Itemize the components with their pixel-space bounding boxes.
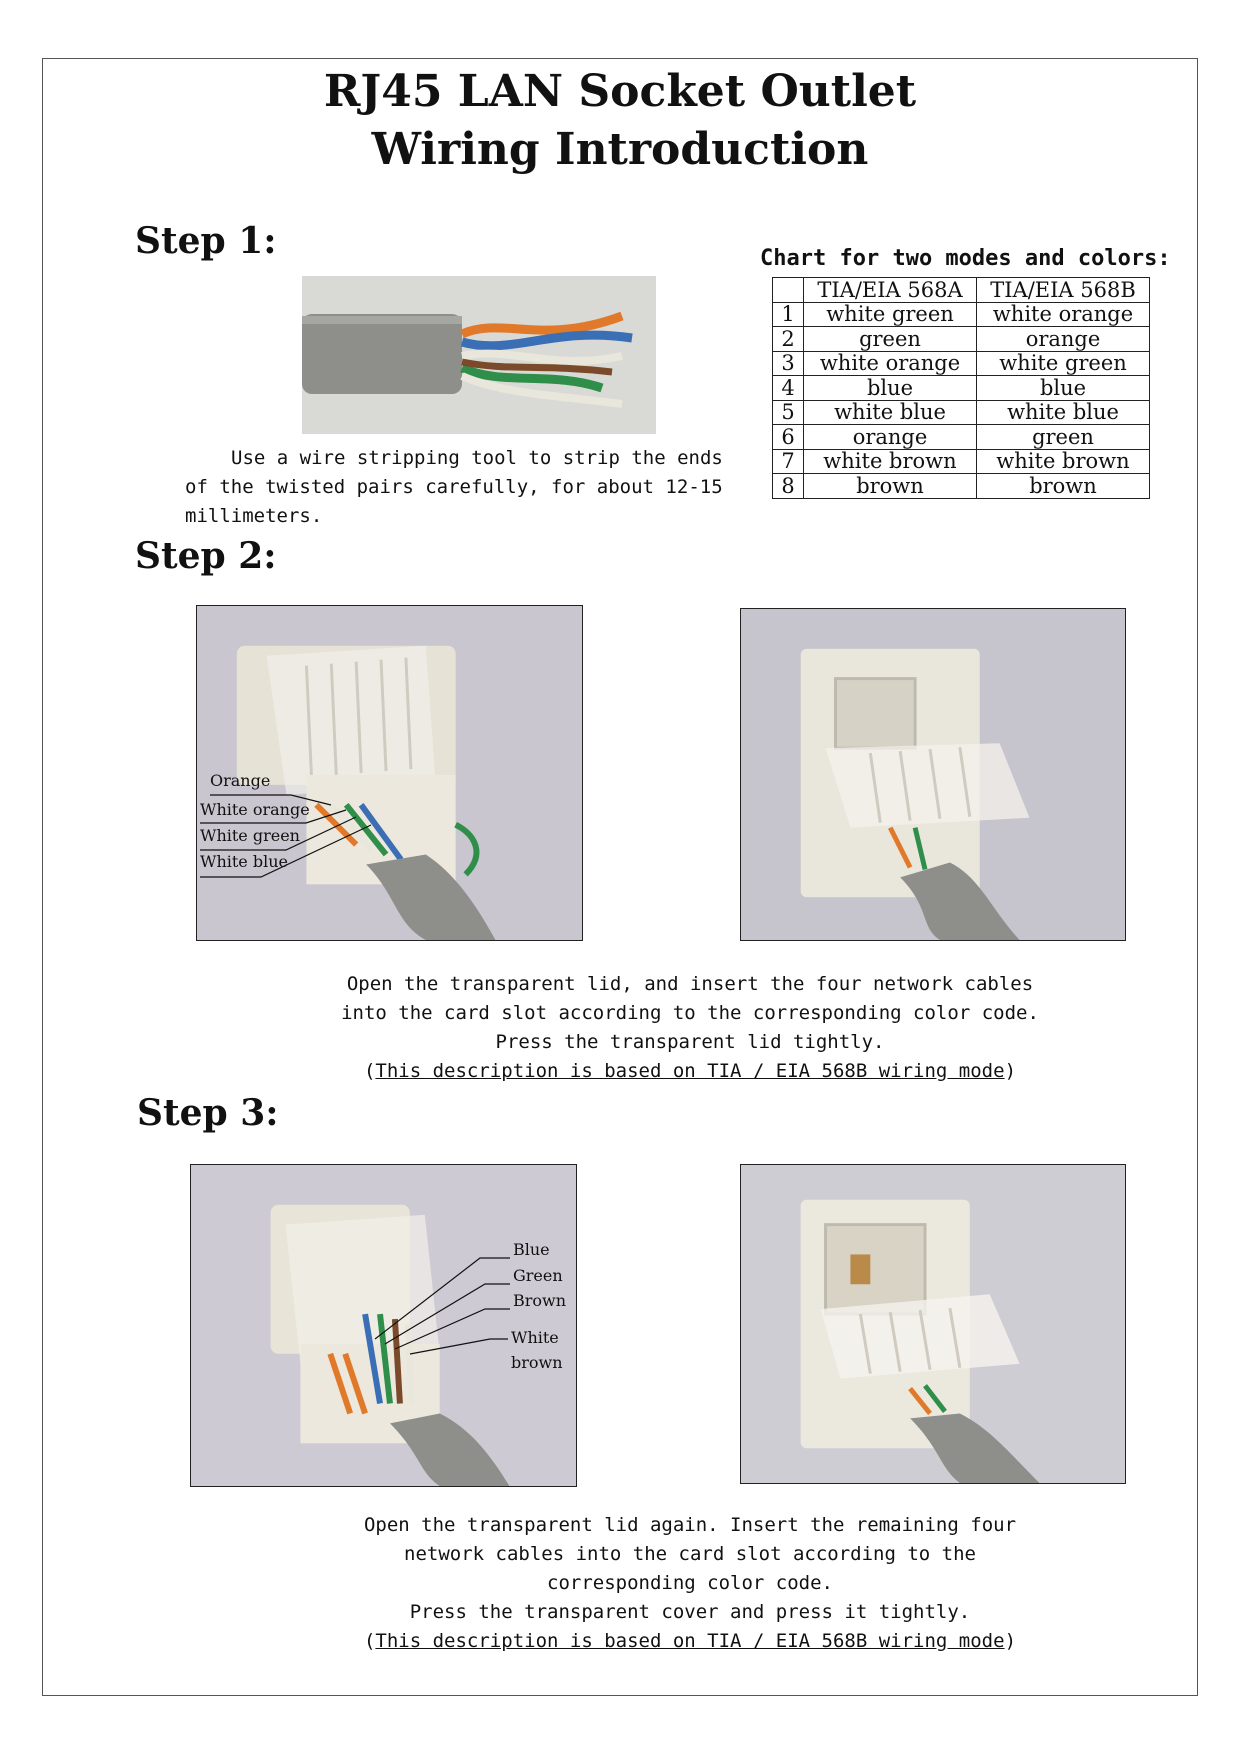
- step2-text-line2: into the card slot according to the corresponding color code.: [341, 1002, 1039, 1024]
- 568b-color: white blue: [977, 400, 1150, 425]
- document-title-line1: RJ45 LAN Socket Outlet: [323, 66, 917, 117]
- wiring-chart: [772, 277, 1150, 499]
- 568b-color: white orange: [977, 302, 1150, 327]
- label-white-blue: White blue: [200, 852, 288, 871]
- step3-photo-right: [740, 1164, 1126, 1484]
- step3-text-line4: Press the transparent cover and press it tightly.: [409, 1601, 971, 1623]
- step3-note-close: ): [1004, 1630, 1017, 1652]
- chart-header-568b: TIA/EIA 568B: [977, 278, 1150, 303]
- label-white: White: [511, 1328, 559, 1347]
- 568a-color: green: [804, 327, 977, 352]
- chart-header-568a: TIA/EIA 568A: [804, 278, 977, 303]
- pin-number: 4: [773, 376, 804, 401]
- 568a-color: orange: [804, 425, 977, 450]
- label-white-green: White green: [200, 826, 300, 845]
- pin-number: 8: [773, 474, 804, 499]
- 568a-color: white green: [804, 302, 977, 327]
- 568b-color: brown: [977, 474, 1150, 499]
- step1-text-line2: of the twisted pairs carefully, for about 12-15: [185, 476, 723, 498]
- 568a-color: white orange: [804, 351, 977, 376]
- step2-heading: Step 2:: [135, 535, 277, 577]
- table-row: [773, 449, 1150, 474]
- 568b-color: white green: [977, 351, 1150, 376]
- table-row: [773, 376, 1150, 401]
- 568a-color: white brown: [804, 449, 977, 474]
- 568b-color: green: [977, 425, 1150, 450]
- pin-number: 2: [773, 327, 804, 352]
- step2-note-open: (: [363, 1060, 376, 1082]
- document-title-line2: Wiring Introduction: [371, 124, 869, 175]
- step3-note: [250, 1627, 1130, 1656]
- pin-number: 6: [773, 425, 804, 450]
- label-brown: Brown: [513, 1291, 567, 1310]
- chart-header-row: [773, 278, 1150, 303]
- step3-instructions: [250, 1511, 1130, 1656]
- table-row: [773, 351, 1150, 376]
- pin-number: 3: [773, 351, 804, 376]
- step2-note-close: ): [1004, 1060, 1017, 1082]
- 568b-color: blue: [977, 376, 1150, 401]
- step2-text-line1: Open the transparent lid, and insert the four network cables: [346, 973, 1034, 995]
- table-row: [773, 302, 1150, 327]
- cable-strip-photo: [302, 276, 656, 434]
- chart-header-blank: [773, 278, 804, 303]
- step2-instructions: [250, 970, 1130, 1086]
- step1-instructions: [185, 444, 735, 531]
- chart-title: Chart for two modes and colors:: [760, 246, 1171, 271]
- step2-text-line3: Press the transparent lid tightly.: [495, 1031, 885, 1053]
- table-row: [773, 400, 1150, 425]
- step3-heading: Step 3:: [137, 1092, 279, 1134]
- table-row: [773, 327, 1150, 352]
- step2-note: [250, 1057, 1130, 1086]
- step2-label-leaders: [196, 605, 583, 941]
- step3-label-leaders: [190, 1164, 577, 1487]
- pin-number: 1: [773, 302, 804, 327]
- step3-text-line2: network cables into the card slot according to the: [404, 1543, 976, 1565]
- 568b-color: orange: [977, 327, 1150, 352]
- label-blue: Blue: [513, 1240, 550, 1259]
- step3-note-open: (: [363, 1630, 376, 1652]
- label-white-orange: White orange: [200, 800, 310, 819]
- 568a-color: blue: [804, 376, 977, 401]
- step1-text-line1: Use a wire stripping tool to strip the ends: [231, 447, 723, 469]
- step3-text-line1: Open the transparent lid again. Insert the remaining four: [363, 1514, 1017, 1536]
- step1-heading: Step 1:: [135, 220, 277, 262]
- label-green: Green: [513, 1266, 563, 1285]
- pin-number: 5: [773, 400, 804, 425]
- step1-text-line3: millimeters.: [185, 505, 323, 527]
- step2-photo-right: [740, 608, 1126, 941]
- pin-number: 7: [773, 449, 804, 474]
- 568b-color: white brown: [977, 449, 1150, 474]
- table-row: [773, 474, 1150, 499]
- 568a-color: white blue: [804, 400, 977, 425]
- step3-text-line3: corresponding color code.: [547, 1572, 833, 1594]
- table-row: [773, 425, 1150, 450]
- step3-note-text: This description is based on TIA / EIA 568B wiring mode: [375, 1630, 1005, 1652]
- label-white-brown-2: brown: [511, 1353, 563, 1372]
- 568a-color: brown: [804, 474, 977, 499]
- step2-note-text: This description is based on TIA / EIA 568B wiring mode: [375, 1060, 1005, 1082]
- label-orange: Orange: [210, 771, 271, 790]
